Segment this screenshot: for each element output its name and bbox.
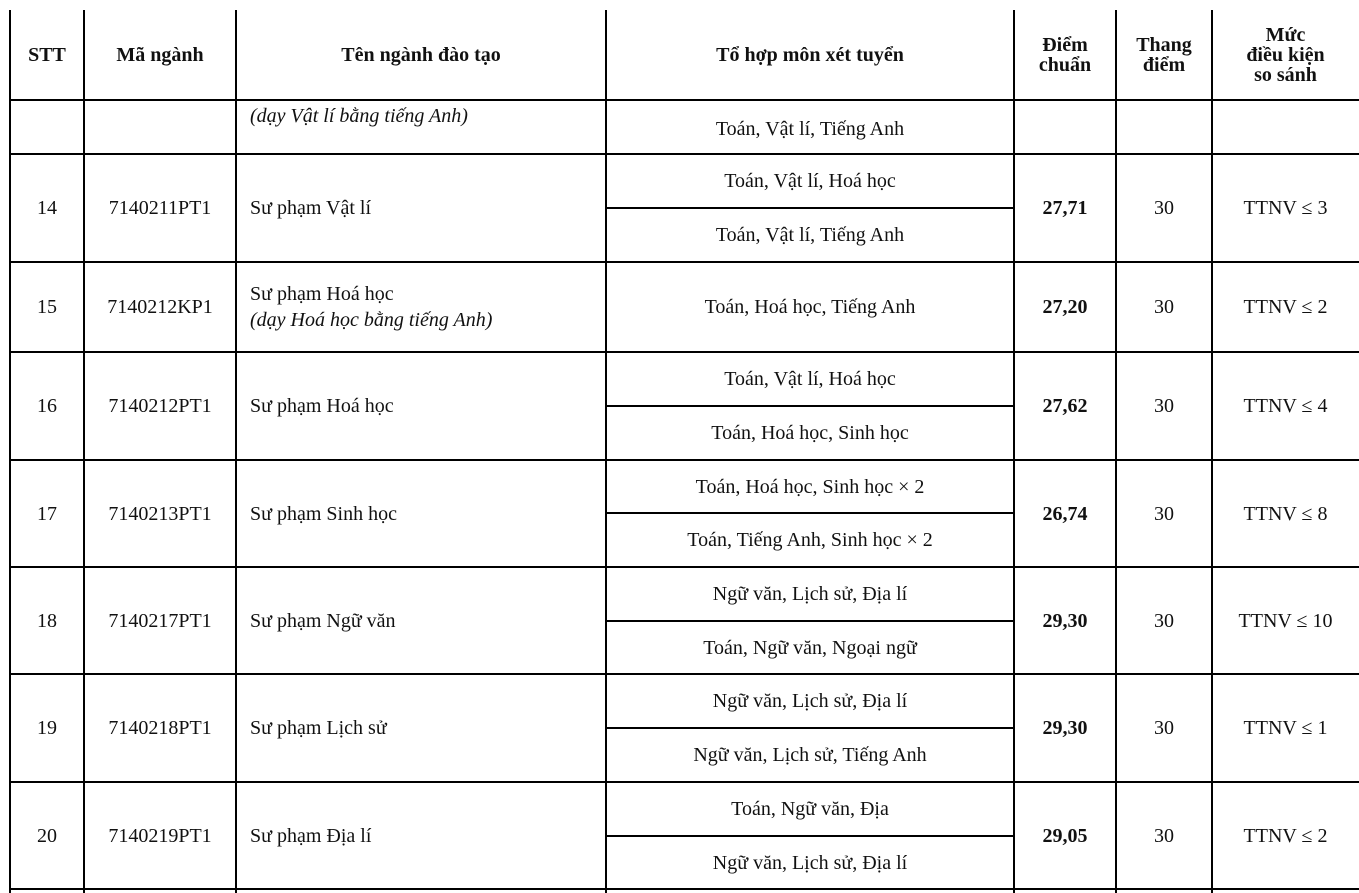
table-row-19-combo-1 (606, 674, 1014, 728)
table-row-15-condition (1212, 262, 1359, 352)
table-row-14-stt (10, 154, 84, 262)
row-name: Sư phạm Hoá học (250, 283, 394, 305)
grid-combo-split (605, 405, 1015, 407)
table-row-17-scale (1116, 460, 1212, 567)
row-name-note: (dạy Hoá học bằng tiếng Anh) (250, 309, 493, 331)
continuation-note-text: (dạy Vật lí bằng tiếng Anh) (250, 105, 468, 127)
table-row-18-condition (1212, 567, 1359, 674)
table-row-14-score (1014, 154, 1116, 262)
row-condition: TTNV ≤ 2 (1243, 824, 1328, 847)
table-row-19-stt (10, 674, 84, 782)
row-combo: Toán, Hoá học, Tiếng Anh (704, 296, 916, 318)
grid-combo-split (605, 835, 1015, 837)
header-diem-chuan (1014, 10, 1116, 100)
row-name: Sư phạm Sinh học (250, 502, 397, 525)
table-row-15-scale (1116, 262, 1212, 352)
grid-combo-split (605, 727, 1015, 729)
table-row-16-code (84, 352, 236, 460)
row-code: 7140218PT1 (108, 717, 212, 739)
header-thang-diem-line2: điểm (1142, 54, 1186, 76)
header-to-hop (606, 10, 1014, 100)
row-combo: Toán, Vật lí, Hoá học (724, 170, 896, 192)
row-combo: Toán, Vật lí, Tiếng Anh (715, 224, 905, 246)
row-name-block (250, 281, 492, 333)
table-row-17-code (84, 460, 236, 567)
grid-combo-split (605, 207, 1015, 209)
table-row-20-condition (1212, 782, 1359, 889)
row-stt: 20 (37, 824, 57, 847)
table-row-17-combo-1 (606, 460, 1014, 513)
row-condition: TTNV ≤ 3 (1243, 197, 1328, 219)
row-score: 27,20 (1042, 296, 1088, 318)
row-scale: 30 (1154, 395, 1174, 417)
table-row-18-scale (1116, 567, 1212, 674)
table-row-14-combo-2 (606, 208, 1014, 262)
table-row-17-stt (10, 460, 84, 567)
row-score: 29,30 (1042, 609, 1088, 632)
row-name: Sư phạm Ngữ văn (250, 609, 396, 632)
row-stt: 18 (37, 609, 57, 632)
grid-hline (9, 459, 1359, 461)
table-row-14-scale (1116, 154, 1212, 262)
row-condition: TTNV ≤ 1 (1243, 717, 1328, 739)
header-ten-nganh (236, 10, 606, 100)
row-code: 7140219PT1 (108, 824, 212, 847)
grid-combo-split (605, 512, 1015, 514)
table-row-15-code (84, 262, 236, 352)
row-combo: Toán, Hoá học, Sinh học × 2 (695, 475, 925, 498)
table-row-17-condition (1212, 460, 1359, 567)
table-row-16-name (236, 352, 606, 460)
row-stt: 15 (37, 296, 57, 318)
row-combo: Toán, Hoá học, Sinh học (711, 422, 909, 444)
table-row-16-combo-1 (606, 352, 1014, 406)
grid-hline (9, 888, 1359, 890)
row-stt: 17 (37, 502, 57, 525)
table-row-17-combo-2 (606, 513, 1014, 567)
row-code: 7140212PT1 (108, 395, 212, 417)
table-row-16-score (1014, 352, 1116, 460)
row-scale: 30 (1154, 609, 1174, 632)
row-score: 29,05 (1042, 824, 1088, 847)
table-row-17-score (1014, 460, 1116, 567)
table-row-18-stt (10, 567, 84, 674)
header-muc-line2: điều kiện (1246, 44, 1325, 66)
table-row-15-combo-1 (606, 262, 1014, 352)
row-scale: 30 (1154, 502, 1174, 525)
row-stt: 14 (37, 197, 57, 219)
row-condition: TTNV ≤ 10 (1238, 609, 1333, 632)
table-row-17-name (236, 460, 606, 567)
row-combo: Ngữ văn, Lịch sử, Địa lí (712, 583, 908, 605)
grid-hline (9, 673, 1359, 675)
grid-hline (9, 351, 1359, 353)
row-score: 27,71 (1042, 197, 1088, 219)
header-ma-nganh (84, 10, 236, 100)
grid-combo-split (605, 620, 1015, 622)
continuation-combo (606, 100, 1014, 154)
row-name: Sư phạm Lịch sử (250, 717, 387, 739)
row-scale: 30 (1154, 717, 1174, 739)
table-row-19-condition (1212, 674, 1359, 782)
row-combo: Ngữ văn, Lịch sử, Địa lí (712, 690, 908, 712)
table-row-14-code (84, 154, 236, 262)
grid-hline (9, 153, 1359, 155)
header-ma-nganh-text: Mã ngành (116, 44, 204, 66)
grid-hline (9, 99, 1359, 101)
table-row-19-combo-2 (606, 728, 1014, 782)
row-combo: Toán, Vật lí, Hoá học (724, 368, 896, 390)
row-condition: TTNV ≤ 4 (1243, 395, 1328, 417)
table-row-20-name (236, 782, 606, 889)
table-row-19-scale (1116, 674, 1212, 782)
row-combo: Ngữ văn, Lịch sử, Địa lí (712, 851, 908, 874)
table-row-20-scale (1116, 782, 1212, 889)
row-combo: Toán, Ngữ văn, Ngoại ngữ (703, 636, 917, 659)
row-stt: 16 (37, 395, 57, 417)
table-row-20-code (84, 782, 236, 889)
grid-vline (1115, 10, 1117, 893)
table-row-14-condition (1212, 154, 1359, 262)
row-scale: 30 (1154, 824, 1174, 847)
table-row-20-combo-1 (606, 782, 1014, 836)
table-row-19-name (236, 674, 606, 782)
grid-vline (235, 10, 237, 893)
header-ten-nganh-text: Tên ngành đào tạo (341, 44, 501, 66)
table-row-18-code (84, 567, 236, 674)
table-row-16-condition (1212, 352, 1359, 460)
grid-hline (9, 261, 1359, 263)
header-muc-line1: Mức (1265, 24, 1306, 46)
row-name: Sư phạm Vật lí (250, 197, 372, 219)
table-row-15-stt (10, 262, 84, 352)
row-score: 29,30 (1042, 717, 1088, 739)
header-thang-diem (1116, 10, 1212, 100)
row-name: Sư phạm Địa lí (250, 824, 372, 847)
row-combo: Ngữ văn, Lịch sử, Tiếng Anh (693, 744, 927, 766)
table-row-15-name (236, 262, 606, 352)
row-code: 7140213PT1 (108, 502, 212, 525)
row-condition: TTNV ≤ 8 (1243, 502, 1328, 525)
row-code: 7140211PT1 (108, 197, 212, 219)
table-row-19-code (84, 674, 236, 782)
grid-vline (9, 10, 11, 893)
table-row-18-name (236, 567, 606, 674)
table-row-18-combo-1 (606, 567, 1014, 621)
table-row-18-score (1014, 567, 1116, 674)
grid-vline (1013, 10, 1015, 893)
header-diem-chuan-line2: chuẩn (1038, 54, 1092, 76)
header-muc-line3: so sánh (1254, 64, 1317, 86)
table-row-20-score (1014, 782, 1116, 889)
row-score: 26,74 (1042, 502, 1088, 525)
grid-vline (1211, 10, 1213, 893)
header-stt-text: STT (28, 44, 66, 66)
grid-hline (9, 781, 1359, 783)
table-row-15-score (1014, 262, 1116, 352)
table-row-16-stt (10, 352, 84, 460)
table-row-14-name (236, 154, 606, 262)
header-to-hop-text: Tổ hợp môn xét tuyển (716, 44, 904, 66)
continuation-combo-text: Toán, Vật lí, Tiếng Anh (715, 118, 905, 140)
table-row-18-combo-2 (606, 621, 1014, 674)
table-row-20-combo-2 (606, 836, 1014, 889)
row-stt: 19 (37, 717, 57, 739)
row-combo: Toán, Ngữ văn, Địa (731, 798, 889, 820)
table-row-20-stt (10, 782, 84, 889)
table-row-16-combo-2 (606, 406, 1014, 460)
continuation-name-note (236, 100, 606, 132)
grid-vline (605, 10, 607, 893)
table-row-14-combo-1 (606, 154, 1014, 208)
header-muc-dieu-kien (1212, 10, 1359, 100)
row-condition: TTNV ≤ 2 (1243, 296, 1328, 318)
grid-vline (83, 10, 85, 893)
row-scale: 30 (1154, 197, 1174, 219)
header-stt (10, 10, 84, 100)
row-code: 7140217PT1 (108, 609, 212, 632)
row-code: 7140212KP1 (107, 296, 213, 318)
grid-hline (9, 566, 1359, 568)
table-row-19-score (1014, 674, 1116, 782)
table-row-16-scale (1116, 352, 1212, 460)
row-name: Sư phạm Hoá học (250, 395, 394, 417)
row-score: 27,62 (1042, 395, 1088, 417)
header-diem-chuan-line1: Điểm (1042, 34, 1088, 56)
row-scale: 30 (1154, 296, 1174, 318)
header-thang-diem-line1: Thang (1136, 34, 1192, 56)
row-combo: Toán, Tiếng Anh, Sinh học × 2 (687, 529, 933, 551)
